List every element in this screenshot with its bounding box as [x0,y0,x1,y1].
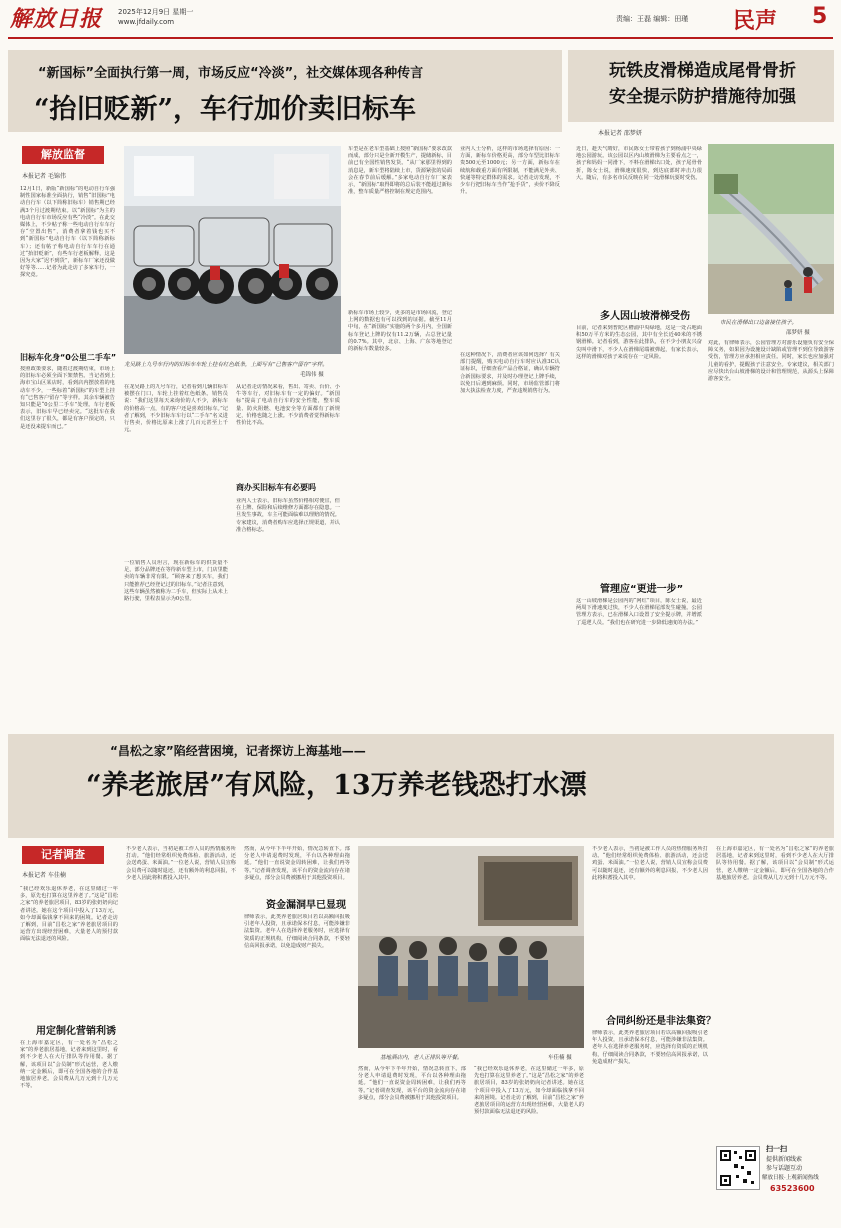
masthead-url: www.jfdaily.com [118,18,175,26]
ad-line-2: 提供新闻线索 [766,1156,803,1163]
story2-headline: 玩铁皮滑梯造成尾骨骨折 安全提示防护措施待加强 [609,61,796,107]
story1-col5-b: 在这种情况下，消费者应该如何选择？有关部门提醒，购买电动自行车时应认准3C认证标识，仔细查看产品合格证，确认车辆符合新国标要求，并及时办理登记上牌手续，以免日后遇到麻烦。同时，市场监管部门将加大执法检查力度，严查违规销售行为。 [460,352,560,395]
story1-col2-b: 一位销售人员坦言，现在新标车的供货量不足，部分品牌还在等待新车型上市，门店里能卖的车辆非常有限。“顾客来了想买车，我们只能推荐已经登记过的旧标车。”记者注意到，这些车辆虽然被称为二手车，但实际上从未上路行驶，里程表显示为0公里。 [124,560,228,603]
story3-photo-credit: 车佳楠 摄 [548,1055,572,1061]
story2-byline: 本报记者 邵梦妍 [598,130,642,137]
story1-subhead-1: 旧标车化身“0公里二手车” [20,353,117,362]
story3-photo-caption: 基地酒店内，老人正排队等开餐。 [380,1055,463,1061]
story3-col6-b: 律师表示，此类养老旅居项目若以高额回报吸引老年人投资，且承诺保本付息，可能涉嫌非法集资。老年人在选择养老服务时，应选择有资质的正规机构，仔细阅读合同条款，不要轻信高回报承诺，以免造成财产损失。 [592,1030,708,1065]
story2-col2: 目前，记者来到普陀区槽浦中央绿地，这是一处占地面积50万平方米的生态公园，其中有全长近40米的不锈钢滑梯。记者看到，游客在此排队，在不少小朋友兴奋尖叫中滑下，不少人在滑梯尾端被弹起，有家长表示，这样的滑梯对孩子来说存在一定风险。 [576,325,702,360]
ad-line-4: 解放日报·上观新闻热线 [762,1175,819,1181]
section-name: 民声 [733,9,778,34]
story3-subhead-2: 资金漏洞早已显现 [266,900,346,911]
masthead [0,0,841,42]
story2-photo [708,144,834,314]
story3-col3-b: 律师表示，此类养老旅居项目若以高额回报吸引老年人投资，且承诺保本付息，可能涉嫌非法集资。老年人在选择养老服务时，应选择有资质的正规机构，仔细阅读合同条款，不要轻信高回报承诺，以免造成财产损失。 [244,914,350,949]
story3-col5-text: “我已经欢乐退休养老，在这里储过一年多，原先也打算在这里养老了。”这是“昌松之家”的养老旅居项目，83岁的张奶奶向记者讲述。她在这个项目中投入了13万元，如今却面临钱拿不回来的困境。记者走访了解到，目前“昌松之家”养老旅居项目的运营方出现经营困难，大量老人的预付款面临无法退还的风险。 [474,1066,584,1116]
story1-col4-b: 新标车市场上较少，更多的是市场回流，登记上网的数据也有可以找到的证据。截至11月中旬，在“新国标”实施的两个多月内，全国新标车登记上牌的仅有11.2万辆，占总登记量的0.7%。其中，北京、上海、广东等地登记的新标车数量较多。 [348,310,452,353]
story3-tag: 记者调查 [22,846,104,864]
story1-headline: “抬旧贬新”，车行加价卖旧标车 [34,94,417,125]
story3-kicker: “昌松之家”陷经营困境，记者探访上海基地—— [110,744,366,758]
story1-photo [124,146,341,354]
story1-photo-caption: 龙吴路上九号车行内的旧标车车轮上挂有红色纸条，上面写有“已售客户留存”字样。 [124,362,328,368]
story1-col2-a: 在龙吴路上的九号车行，记者看到几辆旧标车被摆在门口，车轮上挂着红色纸条。销售员说：“我们这里每天来询价的人不少，新标车的价格高一点，有的客户还是喜欢旧标车。”记者了解到，不少旧标车车行以“二手车”名义进行售卖，价格比原来上涨了几百元甚至上千元。 [124,384,228,434]
ebike-shop-illustration [124,146,341,354]
story1-col4-a: 车型是在老车型基础上按照“新国标”要求改款而成，部分只是全新开模生产，提储新标，目前已有全国性销售发货。“从厂家那里得到的消息是，新车型将陆续上市，货源紧张的局面会在春节前后缓解。”多家电动自行车厂家表示，“新国标”取得即将的总后装不能超过新标准，整车质量严格控制在规定范围内。 [348,146,452,196]
story1-col1-a: 12月1日，新版“新国标”的电动自行车强制性国家标准全面执行，销售“旧国标”电动自行车（以下简称旧标车）销售期已经满3个月过渡期结束。以“新国标”为主的电动自行车市场反应有些“冷淡”。在此交媒体上，不少帖子称一些电动自行车车行存“空置出售”，消费者拿着钱也买不到“新国标”电动自行车（以下简称新标车）；还有帖子称电动自行车车行在通过“抬旧贬新”，有些车行老板解释，这是因为大家“迟不到货”，新标车厂家还没做好等等……记者为此走访了多家车行，一探究竟。 [20,186,115,279]
qr-code-icon[interactable] [716,1146,760,1190]
masthead-date: 2025年12月9日 星期一 [118,8,194,16]
story3-col1: “我已经欢乐退休养老，在这里储过一年多，原先也打算在这里养老了。”这是“昌松之家”的养老旅居项目，83岁的张奶奶向记者讲述。她在这个项目中投入了13万元，如今却面临钱拿不回来的困境。记者走访了解到，目前“昌松之家”养老旅居项目的运营方出现经营困难，大量老人的预付款面临无法退还的风险。 [20,886,118,943]
story3-col7-text: 在上海市嘉定区，有一处名为“昌松之家”的养老旅居基地，记者来到这里时，看到不少老人在大厅排队等待用餐。据了解，该项目以“会员制”形式运营，老人缴纳一定金额后，即可在全国各地的合作基地旅居养老。会员费从几万元到十几万元不等。 [716,846,834,881]
ad-line-3: 参与话题互动 [766,1165,803,1172]
story2-photo-caption: 市民在滑梯出口边备接住孩子。 [720,320,798,326]
story3-col2: 不少老人表示，当初是被工作人员的热情服务所打动。“他们经常组织免费体检、旅游活动，还会送鸡蛋、米面油。”一位老人说，营销人员宣称会员费可以随时退还，还有额外的利息回报，不少老人因此将积蓄投入其中。 [126,846,236,881]
newspaper-logo: 解放日报 [10,6,103,32]
story3-col6-text: 不少老人表示，当初是被工作人员的热情服务所打动。“他们经常组织免费体检、旅游活动，还会送鸡蛋、米面油。”一位老人说，营销人员宣称会员费可以随时退还，还有额外的利息回报，不少老人因此将积蓄投入其中。 [592,846,708,881]
story2-subhead-2: 管理应“更进一步” [600,584,684,595]
ad-line-1: 扫一扫 [766,1145,787,1153]
story2-col4: 对此，有律师表示，公园管理方对游乐设施负有安全保障义务，如果因为设施设计缺陷或管理不到位导致游客受伤，管理方应承担相应责任。同时，家长也应加强对儿童的看护，提醒孩子注意安全。专家建议，相关部门应尽快出台山坡滑梯的设计和管理规范，从源头上保障游客安全。 [708,340,834,383]
story1-byline: 本报记者 毛锦伟 [22,173,66,180]
masthead-rule [8,37,833,39]
story1-col3-b: 业内人士表示，旧标车虽然价格相对便宜，但在上牌、保险和后续维修方面都存在隐患。一旦发生事故，车主可能面临难以理赔的情况。专家建议，消费者购车应选择正规渠道，并认准合格标志。 [236,498,340,533]
story3-headline: “养老旅居”有风险，13万养老钱恐打水漂 [86,770,587,801]
story1-photo-credit: 毛锦伟 摄 [300,372,324,378]
story1-col5-a: 业内人士分析，这样的市场选择有原因：一方面，新标车价格更高，部分车型比旧标车贵500元至1000元；另一方面，新标车在续航和载重方面有所限制，不能满足外卖、快递等特定群体的需求。记者走访发现，不少车行把旧标车当作“抢手货”，卖价不降反升。 [460,146,560,196]
story2-photo-credit: 邵梦妍 摄 [786,330,810,336]
story1-kicker: “新国标”全面执行第一周，市场反应“冷淡”，社交媒体现各种传言 [38,66,424,81]
slide-playground-illustration [708,144,834,314]
story2-col3: 这一山坡滑梯是公园内的“网红”项目，陈女士说，最近两周下滑速度过快，不少人在滑梯尾部发生碰撞。公园管理方表示，已在滑梯入口设置了安全提示牌，并增派了巡逻人员。“我们也在研究进一步降低速度的办法。” [576,598,702,626]
story3-col4-text: 然而，从今年下半年开始，情况急转直下。部分老人申请退费时发现，平台以各种理由拖延。“他们一直说资金周转困难，让我们再等等。”记者调查发现，该平台的资金流向存在诸多疑点，部分会员费被挪用于其他投资项目。 [358,1066,466,1101]
story3-photo [358,846,584,1048]
hotline-ad [716,1142,834,1222]
dining-hall-illustration [358,846,584,1048]
story1-col1-b: 按照政策要求，随着过渡期结束，市场上的旧标车必须全面下架禁售。当记者到上海市宝山区某店时，看到店内摆放着的电动车不少，一些标着“新国标”的车型上挂有“已售客户留存”等字样。其余车辆被告知只能是“0公里二手车”处理。车行老板表示，旧标车早已经卖完。“这批车在我们这里存了很久，都是有客户预定的，只是还没来提车而已。” [20,366,115,430]
story1-subhead-2: 商办买旧标车有必要吗 [236,483,316,492]
story3-subhead-1: 用定制化营销利诱 [36,1026,116,1037]
page-number: 5 [812,4,828,29]
story3-col1-b: 在上海市嘉定区，有一处名为“昌松之家”的养老旅居基地，记者来到这里时，看到不少老人在大厅排队等待用餐。据了解，该项目以“会员制”形式运营，老人缴纳一定金额后，即可在全国各地的合作基地旅居养老。会员费从几万元到十几万元不等。 [20,1040,118,1090]
story3-byline: 本报记者 车佳楠 [22,872,66,879]
story3-col3-a: 然而，从今年下半年开始，情况急转直下。部分老人申请退费时发现，平台以各种理由拖延。“他们一直说资金周转困难，让我们再等等。”记者调查发现，该平台的资金流向存在诸多疑点，部分会员费被挪用于其他投资项目。 [244,846,350,881]
ad-phone[interactable]: 63523600 [770,1184,815,1193]
story1-col3-a: 从记者走访情况来看，售出、寄卖、台价、小牛等车行，对旧标车有一定的偏好。“新国标”提高了电动自行车的安全性能，整车质量、防火阻燃、电池安全等方面都有了新规定，价格也随之上涨。不少消费者觉得新标车性价比不高。 [236,384,340,427]
masthead-editors: 责编：王磊 编辑：田瑾 [616,15,689,23]
story2-subhead-1: 多人因山坡滑梯受伤 [600,311,690,322]
story1-tag: 解放监督 [22,146,104,164]
story2-col1: 近日，趁天气晴好，市民陈女士带着孩子到杨浦中央绿地公园游玩。该公园以区内山坡滑梯为主要看点之一，孩子和妈妈一同滑下，不料在滑梯出口处，孩子尾骨骨折，陈女士说，滑梯速度很快，到达底部时冲击力很大。随后，有多名市民反映在同一处滑梯玩耍时受伤。 [576,146,702,181]
story3-subhead-3: 合同纠纷还是非法集资？ [606,1016,716,1027]
